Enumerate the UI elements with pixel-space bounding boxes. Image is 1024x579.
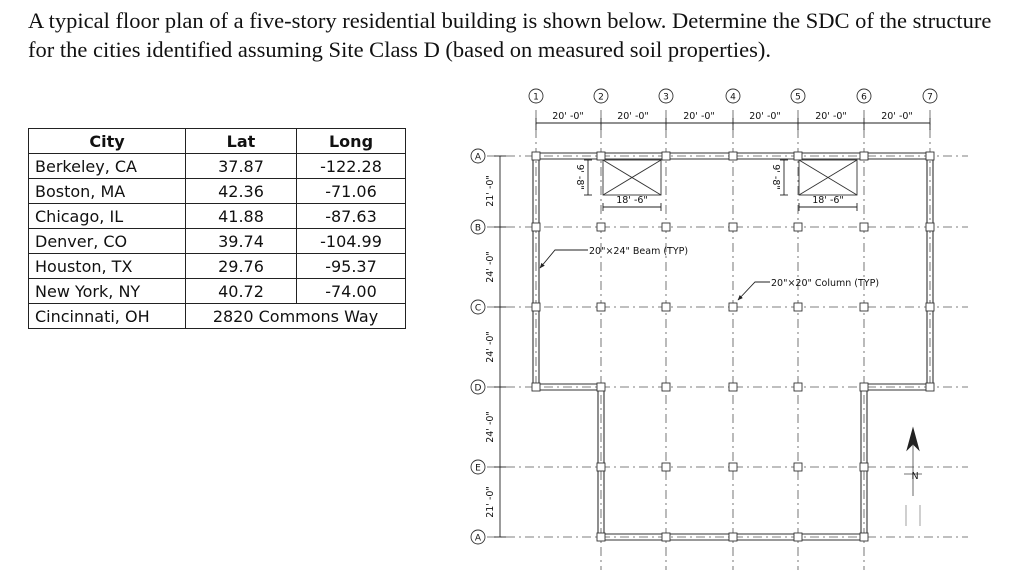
cell-long: -87.63: [297, 204, 406, 229]
row-spacing-label: 24' -0": [485, 251, 496, 283]
cell-lat: 39.74: [186, 229, 297, 254]
cell-city: Denver, CO: [29, 229, 186, 254]
column-spacing-label: 20' -0": [881, 111, 913, 122]
header-long: Long: [297, 129, 406, 154]
grid-bubble-label: C: [474, 303, 482, 314]
cell-city: Chicago, IL: [29, 204, 186, 229]
cell-lat: 37.87: [186, 154, 297, 179]
row-spacing-label: 24' -0": [485, 411, 496, 443]
column-spacing-label: 20' -0": [552, 111, 584, 122]
grid-bubble-label: D: [474, 383, 482, 394]
cell-long: -122.28: [297, 154, 406, 179]
grid-bubble-label: B: [474, 223, 482, 234]
column-note: 20"×20" Column (TYP): [771, 278, 880, 289]
row-spacing-label: 21' -0": [485, 486, 496, 518]
opening-height-label: 9' -8": [770, 164, 781, 190]
grid-bubble-label: A: [474, 152, 482, 163]
grid-bubble-label: 6: [861, 92, 867, 103]
cell-long: -104.99: [297, 229, 406, 254]
grid-bubble-label: 4: [730, 92, 736, 103]
grid-bubble-label: 2: [598, 92, 604, 103]
grid-bubble-label: 7: [927, 92, 933, 103]
cell-lat: 40.72: [186, 279, 297, 304]
row-grid-lines: [487, 156, 968, 537]
opening-width-label: 18' -6": [616, 195, 648, 206]
column-spacing-label: 20' -0": [749, 111, 781, 122]
row-bubbles: [471, 149, 485, 544]
cell-lat: 29.76: [186, 254, 297, 279]
north-label: N: [911, 471, 919, 482]
grid-bubble-label: 3: [663, 92, 669, 103]
opening-width-label: 18' -6": [812, 195, 844, 206]
row-spacing-label: 24' -0": [485, 331, 496, 363]
cell-long: -74.00: [297, 279, 406, 304]
column-spacing-label: 20' -0": [617, 111, 649, 122]
cell-city: Boston, MA: [29, 179, 186, 204]
column-spacing-label: 20' -0": [815, 111, 847, 122]
cell-city: Cincinnati, OH: [29, 304, 186, 329]
cell-long: -71.06: [297, 179, 406, 204]
header-city: City: [29, 129, 186, 154]
row-spacing-label: 21' -0": [485, 175, 496, 207]
note-leaders: [540, 250, 770, 300]
top-dimension-line: [536, 118, 930, 130]
cell-long: -95.37: [297, 254, 406, 279]
beam-note: 20"×24" Beam (TYP): [589, 246, 689, 257]
grid-bubble-label: 5: [795, 92, 801, 103]
column-grid-lines: [536, 110, 930, 570]
cell-lat: 42.36: [186, 179, 297, 204]
floor-openings: [603, 160, 857, 195]
grid-bubble-label: 1: [533, 92, 539, 103]
cell-lat: 41.88: [186, 204, 297, 229]
cell-city: Berkeley, CA: [29, 154, 186, 179]
grid-bubble-label: A: [474, 533, 482, 544]
opening-height-label: 9' -8": [574, 164, 585, 190]
cell-city: New York, NY: [29, 279, 186, 304]
cell-city: Houston, TX: [29, 254, 186, 279]
cell-address: 2820 Commons Way: [186, 304, 406, 329]
header-lat: Lat: [186, 129, 297, 154]
column-spacing-label: 20' -0": [683, 111, 715, 122]
question-text: A typical floor plan of a five-story residential building is shown below. Determine the SDC of the structure for the cities identified assuming Site Class D (based on measured soil properties).: [28, 8, 992, 62]
grid-bubble-label: E: [475, 463, 481, 474]
